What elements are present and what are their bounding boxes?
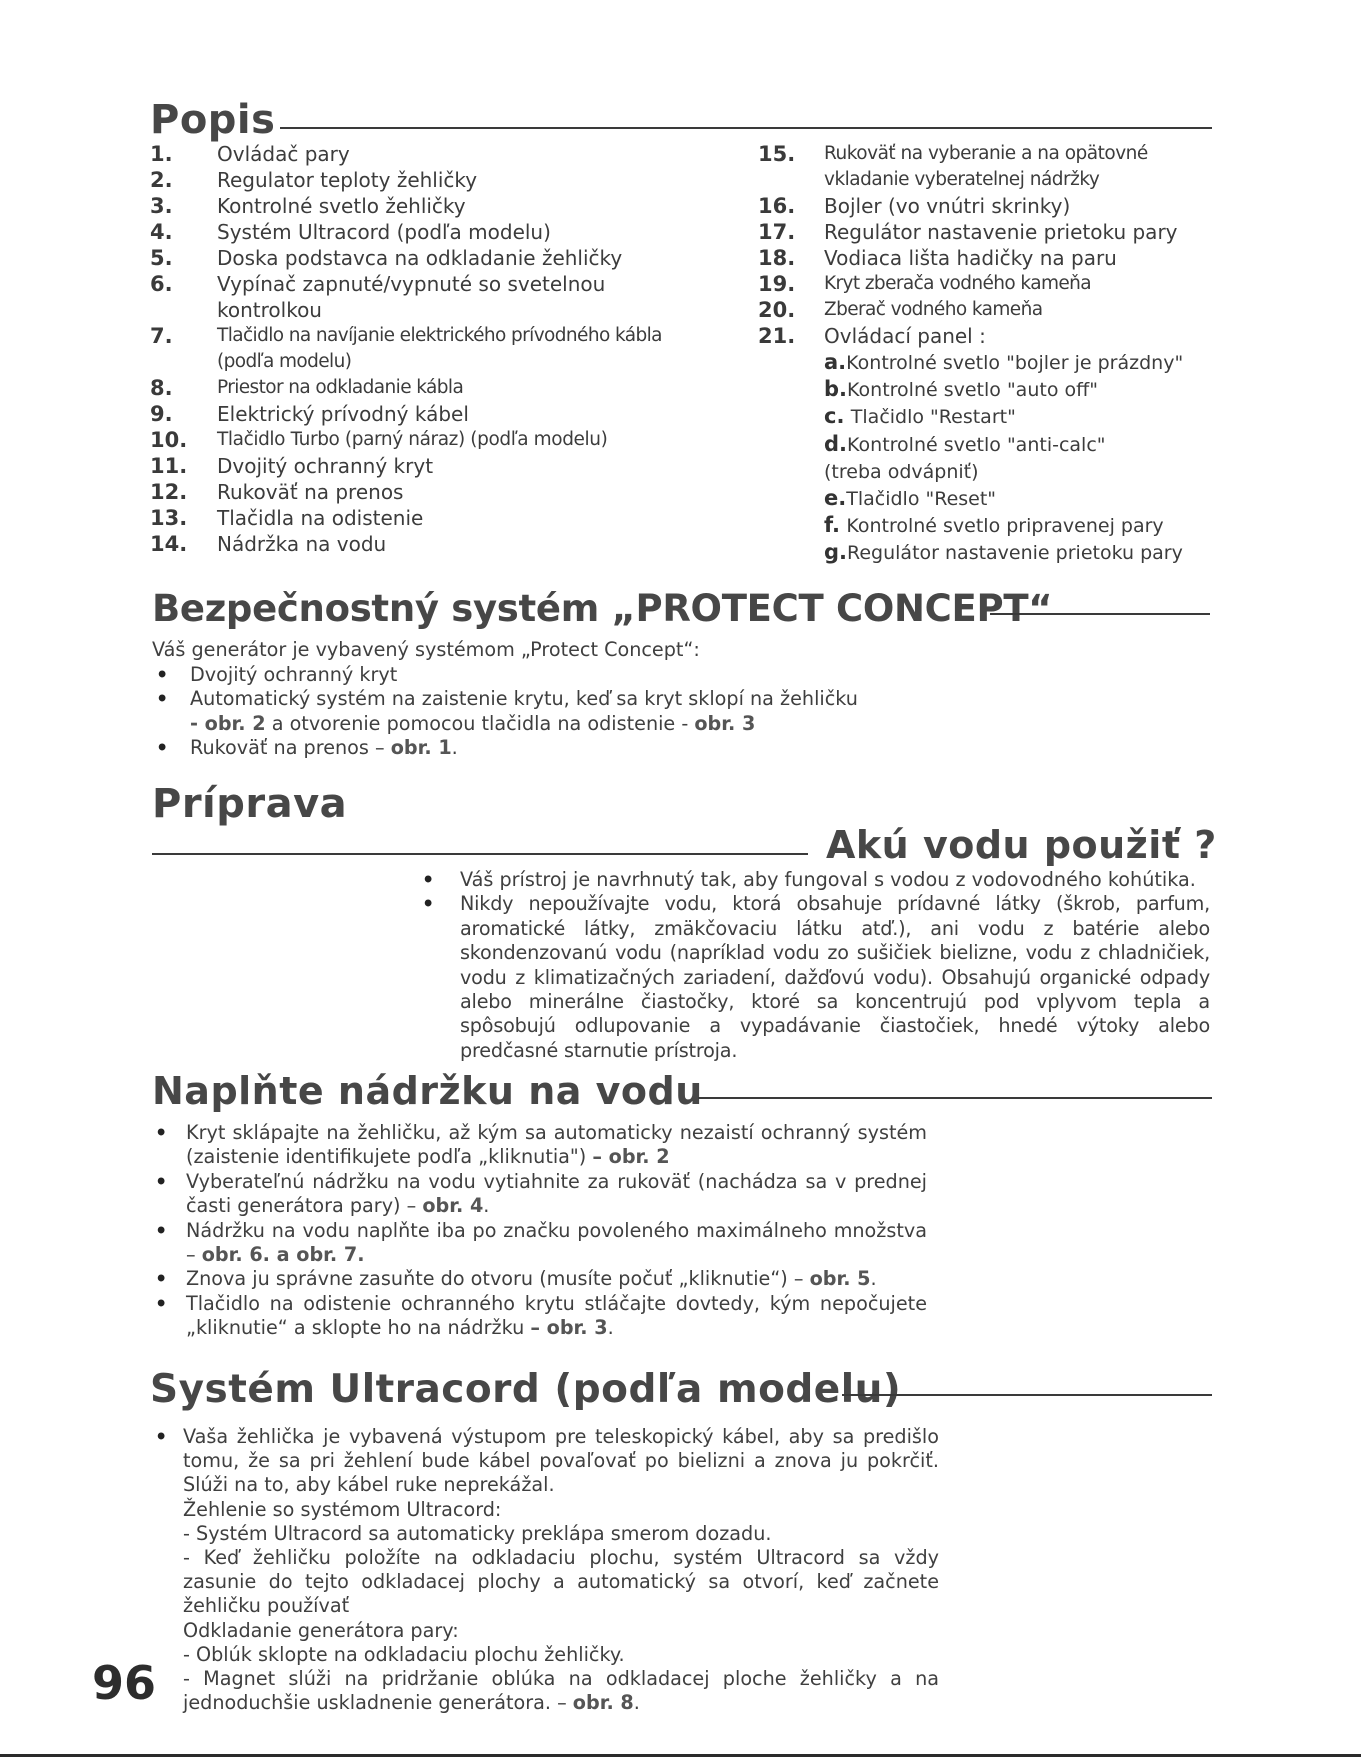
list-item: 16. Bojler (vo vnútri skrinky) <box>758 194 1071 218</box>
naplnte-heading: Naplňte nádržku na vodu <box>152 1069 703 1113</box>
ultracord-p7: - Magnet slúži na pridržanie oblúka na odkladacej ploche žehličky a na jednoduchšie uskladnenie generátora. – <box>183 1667 939 1715</box>
list-item: 7. Tlačidlo na navíjanie elektrického prívodného kábla (podľa modelu) <box>150 324 662 372</box>
list-item: 14. Nádržka na vodu <box>150 532 387 556</box>
popis-heading: Popis <box>150 97 276 143</box>
list-item: 18. Vodiaca lišta hadičky na paru <box>758 246 1117 270</box>
ultracord-bullets <box>152 1425 939 1715</box>
page-number: 96 <box>92 1656 157 1710</box>
list-item: 10. Tlačidlo Turbo (parný náraz) (podľa modelu) <box>150 428 608 452</box>
list-item: • Znova ju správne zasuňte do otvoru (musíte počuť „kliknutie“) – obr. 5. <box>155 1267 877 1291</box>
list-item: • Dvojitý ochranný kryt <box>156 663 398 686</box>
list-item: • Tlačidlo na odistenie ochranného krytu stláčajte dovtedy, kým nepočujete „kliknutie“ a sklopte ho na nádržku – obr. 3. <box>155 1291 927 1340</box>
list-item: 13. Tlačidla na odistenie <box>150 506 424 530</box>
list-item: f. Kontrolné svetlo pripravenej pary <box>824 513 1164 538</box>
list-item: 6. Vypínač zapnuté/vypnuté so svetelnou kontrolkou <box>150 272 606 322</box>
list-item: c. Tlačidlo "Restart" <box>824 404 1016 429</box>
list-item: d.Kontrolné svetlo "anti-calc" (treba odvápniť) <box>824 431 1106 483</box>
ultracord-p5: Odkladanie generátora pary: <box>183 1618 459 1642</box>
list-item: • Kryt sklápajte na žehličku, až kým sa automaticky nezaistí ochranný systém (zaistenie identifikujete podľa „kliknutia") – obr. 2 <box>155 1121 927 1169</box>
priprava-heading: Príprava <box>152 781 348 827</box>
list-item: • Automatický systém na zaistenie krytu, keď sa kryt sklopí na žehličku - obr. 2 a otvorenie pomocou tlačidla na odistenie - obr. 3 <box>156 687 858 735</box>
popis-rule <box>280 127 1212 129</box>
list-item: 8. Priestor na odkladanie kábla <box>150 376 464 400</box>
list-item: b.Kontrolné svetlo "auto off" <box>824 377 1098 402</box>
list-item: 5. Doska podstavca na odkladanie žehličky <box>150 246 623 270</box>
list-item: 21. Ovládací panel : a.Kontrolné svetlo "bojler je prázdny" b.Kontrolné svetlo "auto off" c. Tlačidlo "Restart" d.Kontrolné svetlo "anti-calc" (treba odvápniť) e.Tlačidlo "Reset" f. Kontrolné svetlo pripravenej pary g.Regulátor nastavenie prietoku pary <box>758 323 1218 567</box>
list-item: e.Tlačidlo "Reset" <box>824 486 997 511</box>
control-panel-list <box>824 349 1224 567</box>
ultracord-p3: - Systém Ultracord sa automaticky preklápa smerom dozadu. <box>183 1521 772 1545</box>
naplnte-bullets <box>152 1121 927 1341</box>
protect-intro: Váš generátor je vybavený systémom „Protect Concept“: <box>152 638 700 661</box>
ultracord-p4: - Keď žehličku položíte na odkladaciu plochu, systém Ultracord sa vždy zasunie do tejto odkladacej plochy a automatický sa otvorí, keď začnete žehličku používať <box>183 1546 939 1618</box>
list-item: 12. Rukoväť na prenos <box>150 480 404 504</box>
protect-heading: Bezpečnostný systém „PROTECT CONCEPT“ <box>152 587 1053 630</box>
ultracord-p2: Žehlenie so systémom Ultracord: <box>183 1497 502 1521</box>
list-item: g.Regulátor nastavenie prietoku pary <box>824 540 1183 565</box>
list-item: • Váš prístroj je navrhnutý tak, aby fungoval s vodou z vodovodného kohútika. <box>422 868 1196 891</box>
naplnte-rule <box>698 1097 1212 1099</box>
protect-bullets <box>152 663 872 761</box>
list-item: • Nádržku na vodu naplňte iba po značku povoleného maximálneho množstva – obr. 6. a obr. 7. <box>155 1218 927 1267</box>
list-item: 20. Zberač vodného kameňa <box>758 298 1043 322</box>
list-item: 9. Elektrický prívodný kábel <box>150 402 469 426</box>
list-item: 19. Kryt zberača vodného kameňa <box>758 272 1092 296</box>
bottom-rule <box>0 1754 1361 1757</box>
ultracord-p6: - Oblúk sklopte na odkladaciu plochu žehličky. <box>183 1642 625 1666</box>
list-item: 4. Systém Ultracord (podľa modelu) <box>150 220 551 244</box>
popis-left-list <box>150 141 710 557</box>
list-item: • Rukoväť na prenos – obr. 1. <box>156 736 458 760</box>
voda-rule <box>152 853 808 855</box>
list-item: • Vyberateľnú nádržku na vodu vytiahnite za rukoväť (nachádza sa v prednej časti generátora pary) – obr. 4. <box>155 1169 927 1218</box>
popis-right-list <box>758 141 1218 567</box>
list-item: a.Kontrolné svetlo "bojler je prázdny" <box>824 350 1184 374</box>
list-item: 17. Regulátor nastavenie prietoku pary <box>758 220 1178 244</box>
list-item: • Vaša žehlička je vybavená výstupom pre teleskopický kábel, aby sa predišlo tomu, že sa pri žehlení bude kábel povaľovať po bielizni a znova ju pokrčiť. Slúži na to, aby kábel ruke neprekážal. Žehlenie so systémom Ultracord: - Systém Ultracord sa automaticky preklápa smerom dozadu. - Keď žehličku položíte na odkladaciu plochu, systém Ultracord sa vždy zasunie do tejto odkladacej plochy a automatický sa otvorí, keď začnete žehličku používať Odkladanie generátora pary: - Oblúk sklopte na odkladaciu plochu žehličky. - Magnet slúži na pridržanie oblúka na odkladacej ploche žehličky a na jednoduchšie uskladnenie generátora. – obr. 8. <box>155 1425 939 1715</box>
ultracord-heading: Systém Ultracord (podľa modelu) <box>150 1367 902 1412</box>
list-item: • Nikdy nepoužívajte vodu, ktorá obsahuje prídavné látky (škrob, parfum, aromatické látky, zmäkčovaciu látku atď.), ani vodu z batérie alebo skondenzovanú vodu (napríklad vodu zo sušičiek bielizne, vodu z chladničiek, vodu z klimatizačných zariadení, dažďovú vodu). Obsahujú organické odpady alebo minerálne čiastočky, ktoré sa koncentrujú pod vplyvom tepla a spôsobujú odlupovanie a vypadávanie čiastočiek, hnedé výtoky alebo predčasné starnutie prístroja. <box>422 892 1210 1062</box>
list-item: 15. Rukoväť na vyberanie a na opätovné vkladanie vyberatelnej nádržky <box>758 142 1148 190</box>
list-item: 3. Kontrolné svetlo žehličky <box>150 194 466 218</box>
ultracord-p1: Vaša žehlička je vybavená výstupom pre teleskopický kábel, aby sa predišlo tomu, že sa pri žehlení bude kábel povaľovať po bielizni a znova ju pokrčiť. Slúži na to, aby kábel ruke neprekážal. <box>183 1425 939 1497</box>
list-item: 2. Regulator teploty žehličky <box>150 168 478 192</box>
protect-rule <box>990 613 1210 615</box>
voda-heading: Akú vodu použiť ? <box>826 823 1217 867</box>
voda-bullets <box>420 868 1210 1063</box>
list-item: 11. Dvojitý ochranný kryt <box>150 454 434 478</box>
list-item: 1. Ovládač pary <box>150 142 350 166</box>
ultracord-rule <box>842 1394 1212 1396</box>
